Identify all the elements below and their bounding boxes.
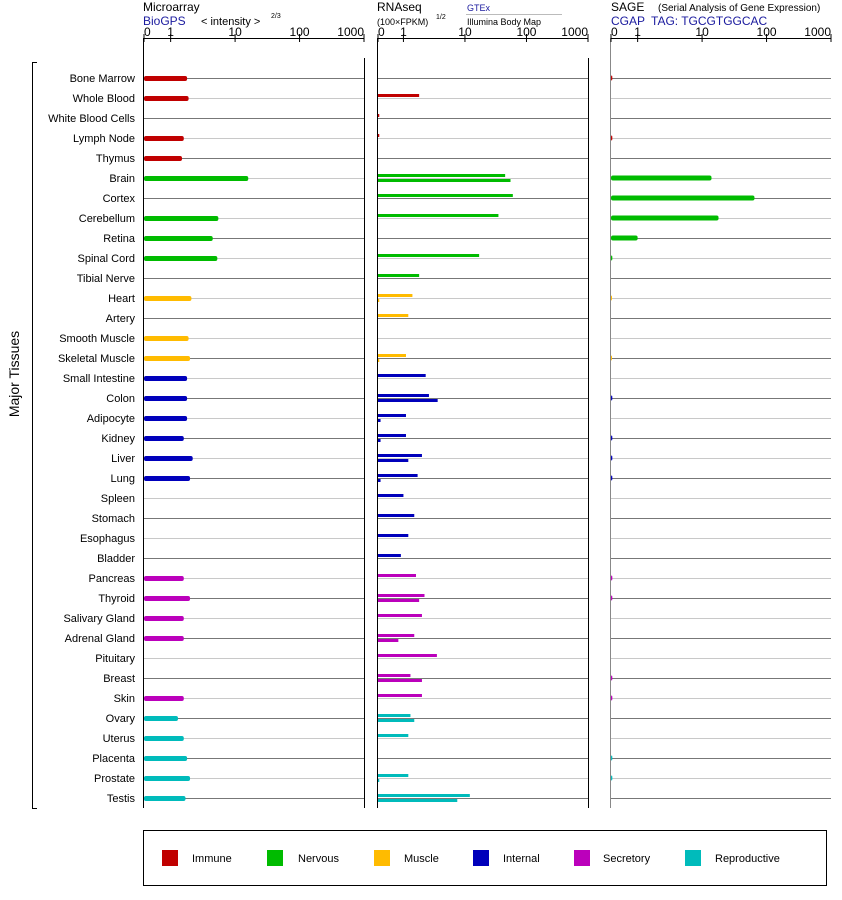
bar-rnaseq-gtex-stomach xyxy=(378,514,414,517)
legend-label-reproductive: Reproductive xyxy=(715,853,780,865)
bar-rnaseq-gtex-skin xyxy=(378,694,422,697)
tissue-label-bone-marrow: Bone Marrow xyxy=(69,73,135,85)
sage-tick-label-100: 100 xyxy=(756,25,777,39)
microarray-tick-label-10: 10 xyxy=(228,25,242,39)
rnaseq-tick-label-0: 0 xyxy=(378,25,385,39)
bar-rnaseq-gtex-cortex xyxy=(378,194,513,197)
sage-tick-label-1: 1 xyxy=(634,25,641,39)
rnaseq-unit-label: (100×FPKM) xyxy=(377,17,429,27)
legend-swatch-muscle xyxy=(374,850,390,866)
y-axis-bracket xyxy=(33,63,38,809)
tissue-label-uterus: Uterus xyxy=(102,733,135,745)
bar-rnaseq-gtex-adipocyte xyxy=(378,414,406,417)
bar-sage-thyroid xyxy=(611,596,612,601)
bar-rnaseq-gtex-small-intestine xyxy=(378,374,426,377)
bar-microarray-testis xyxy=(144,796,185,801)
bar-rnaseq-illumina-body-map-thyroid xyxy=(378,599,419,602)
bar-sage-breast xyxy=(611,676,612,681)
bar-rnaseq-illumina-body-map-brain xyxy=(378,179,511,182)
tissue-label-cortex: Cortex xyxy=(102,193,135,205)
sage-title: SAGE xyxy=(611,0,645,14)
tissue-label-kidney: Kidney xyxy=(101,433,135,445)
bar-sage-spinal-cord xyxy=(611,256,612,261)
tissue-label-salivary-gland: Salivary Gland xyxy=(63,613,135,625)
legend-label-muscle: Muscle xyxy=(404,853,439,865)
legend-label-internal: Internal xyxy=(503,853,540,865)
bar-rnaseq-illumina-body-map-testis xyxy=(378,799,457,802)
tissue-label-thyroid: Thyroid xyxy=(98,593,135,605)
microarray-tick-label-1000: 1000 xyxy=(337,25,364,39)
bar-rnaseq-gtex-tibial-nerve xyxy=(378,274,419,277)
bar-sage-colon xyxy=(611,396,612,401)
bar-sage-bone-marrow xyxy=(611,76,612,81)
rnaseq-source-gtex[interactable]: GTEx xyxy=(467,3,491,13)
bar-rnaseq-illumina-body-map-heart xyxy=(378,299,379,302)
rnaseq-tick-label-1: 1 xyxy=(400,25,407,39)
bar-sage-placenta xyxy=(611,756,612,761)
bar-microarray-retina xyxy=(144,236,213,241)
legend-label-secretory: Secretory xyxy=(603,853,651,865)
rnaseq-source-illumina[interactable]: Illumina Body Map xyxy=(467,17,542,27)
bar-sage-pancreas xyxy=(611,576,612,581)
bar-sage-cerebellum xyxy=(611,216,719,221)
sage-tick-label-0: 0 xyxy=(611,25,618,39)
tissue-label-stomach: Stomach xyxy=(91,513,135,525)
bar-microarray-smooth-muscle xyxy=(144,336,189,341)
bar-sage-heart xyxy=(611,296,612,301)
bar-microarray-heart xyxy=(144,296,191,301)
tissue-label-adrenal-gland: Adrenal Gland xyxy=(64,633,135,645)
sage-tag-label[interactable]: TAG: TGCGTGGCAC xyxy=(651,14,768,28)
tissue-label-lymph-node: Lymph Node xyxy=(73,133,135,145)
bar-microarray-lymph-node xyxy=(144,136,184,141)
gridlines xyxy=(144,79,831,799)
bar-rnaseq-illumina-body-map-skeletal-muscle xyxy=(378,359,379,362)
sage-subtitle: (Serial Analysis of Gene Expression) xyxy=(658,3,821,14)
rnaseq-title: RNAseq xyxy=(377,0,422,14)
bar-rnaseq-gtex-bladder xyxy=(378,554,401,557)
sage-tick-label-10: 10 xyxy=(695,25,709,39)
tissue-label-testis: Testis xyxy=(106,793,135,805)
bar-microarray-kidney xyxy=(144,436,184,441)
tissue-label-small-intestine: Small Intestine xyxy=(62,373,135,385)
bar-microarray-pancreas xyxy=(144,576,184,581)
bar-rnaseq-gtex-heart xyxy=(378,294,412,297)
bar-rnaseq-illumina-body-map-adrenal-gland xyxy=(378,639,398,642)
tissue-label-white-blood-cells: White Blood Cells xyxy=(48,113,135,125)
bar-rnaseq-gtex-adrenal-gland xyxy=(378,634,414,637)
bar-microarray-ovary xyxy=(144,716,178,721)
bar-rnaseq-gtex-lymph-node xyxy=(378,134,379,137)
microarray-title: Microarray xyxy=(143,0,200,14)
bar-rnaseq-gtex-whole-blood xyxy=(378,94,419,97)
tissue-label-liver: Liver xyxy=(111,453,135,465)
bar-rnaseq-gtex-salivary-gland xyxy=(378,614,422,617)
bar-microarray-prostate xyxy=(144,776,190,781)
bar-rnaseq-illumina-body-map-colon xyxy=(378,399,438,402)
legend-swatch-reproductive xyxy=(685,850,701,866)
sage-tick-label-1000: 1000 xyxy=(804,25,831,39)
bar-microarray-liver xyxy=(144,456,193,461)
bar-microarray-thyroid xyxy=(144,596,190,601)
legend-swatch-secretory xyxy=(574,850,590,866)
tissue-label-placenta: Placenta xyxy=(92,753,135,765)
bar-microarray-whole-blood xyxy=(144,96,189,101)
bar-sage-brain xyxy=(611,176,712,181)
tissue-label-cerebellum: Cerebellum xyxy=(78,213,135,225)
tissue-labels xyxy=(48,73,136,805)
tissue-label-pituitary: Pituitary xyxy=(95,653,135,665)
bar-sage-skin xyxy=(611,696,612,701)
bar-rnaseq-illumina-body-map-kidney xyxy=(378,439,381,442)
tissue-label-skin: Skin xyxy=(113,693,135,705)
bar-microarray-skeletal-muscle xyxy=(144,356,190,361)
tissue-label-adipocyte: Adipocyte xyxy=(86,413,135,425)
tissue-label-tibial-nerve: Tibial Nerve xyxy=(76,273,135,285)
tissue-label-thymus: Thymus xyxy=(95,153,135,165)
microarray-tick-label-0: 0 xyxy=(144,25,151,39)
bar-microarray-adrenal-gland xyxy=(144,636,184,641)
bar-rnaseq-gtex-spinal-cord xyxy=(378,254,479,257)
legend-swatch-internal xyxy=(473,850,489,866)
bar-rnaseq-gtex-lung xyxy=(378,474,418,477)
bar-rnaseq-gtex-colon xyxy=(378,394,429,397)
bar-rnaseq-gtex-liver xyxy=(378,454,422,457)
bar-rnaseq-gtex-skeletal-muscle xyxy=(378,354,406,357)
legend xyxy=(144,831,827,886)
tissue-label-heart: Heart xyxy=(108,293,135,305)
tissue-label-spinal-cord: Spinal Cord xyxy=(77,253,135,265)
tissue-label-spleen: Spleen xyxy=(100,493,135,505)
tissue-label-artery: Artery xyxy=(105,313,135,325)
tissue-label-brain: Brain xyxy=(109,173,135,185)
tissue-label-skeletal-muscle: Skeletal Muscle xyxy=(57,353,135,365)
bar-rnaseq-gtex-artery xyxy=(378,314,408,317)
microarray-tick-label-1: 1 xyxy=(167,25,174,39)
rnaseq-tick-label-1000: 1000 xyxy=(561,25,588,39)
bar-rnaseq-gtex-esophagus xyxy=(378,534,408,537)
bar-sage-cortex xyxy=(611,196,754,201)
bar-microarray-salivary-gland xyxy=(144,616,184,621)
tissue-label-ovary: Ovary xyxy=(105,713,135,725)
bar-microarray-skin xyxy=(144,696,184,701)
bar-rnaseq-illumina-body-map-breast xyxy=(378,679,422,682)
bar-rnaseq-gtex-white-blood-cells xyxy=(378,114,379,117)
bar-rnaseq-gtex-spleen xyxy=(378,494,403,497)
microarray-unit-label: < intensity > xyxy=(201,16,261,28)
microarray-tick-label-100: 100 xyxy=(289,25,310,39)
bar-rnaseq-illumina-body-map-prostate xyxy=(378,779,379,782)
legend-label-immune: Immune xyxy=(192,853,232,865)
bar-rnaseq-gtex-kidney xyxy=(378,434,406,437)
bar-rnaseq-gtex-pancreas xyxy=(378,574,416,577)
bar-rnaseq-gtex-prostate xyxy=(378,774,408,777)
bar-microarray-cerebellum xyxy=(144,216,218,221)
bar-sage-prostate xyxy=(611,776,612,781)
tissue-label-colon: Colon xyxy=(106,393,135,405)
bar-sage-lymph-node xyxy=(611,136,612,141)
tissue-label-smooth-muscle: Smooth Muscle xyxy=(59,333,135,345)
bar-rnaseq-illumina-body-map-adipocyte xyxy=(378,419,381,422)
panel-headers xyxy=(143,0,820,28)
bar-rnaseq-gtex-pituitary xyxy=(378,654,437,657)
tissue-label-whole-blood: Whole Blood xyxy=(72,93,135,105)
bar-sage-lung xyxy=(611,476,612,481)
bar-rnaseq-illumina-body-map-liver xyxy=(378,459,408,462)
bar-rnaseq-illumina-body-map-ovary xyxy=(378,719,414,722)
tissue-label-retina: Retina xyxy=(103,233,135,245)
bar-rnaseq-gtex-ovary xyxy=(378,714,410,717)
bar-microarray-thymus xyxy=(144,156,182,161)
rnaseq-tick-label-100: 100 xyxy=(516,25,537,39)
tissue-label-bladder: Bladder xyxy=(97,553,135,565)
bar-rnaseq-gtex-brain xyxy=(378,174,505,177)
bar-rnaseq-illumina-body-map-lung xyxy=(378,479,381,482)
bar-microarray-colon xyxy=(144,396,187,401)
y-axis xyxy=(6,331,22,417)
bar-rnaseq-gtex-cerebellum xyxy=(378,214,498,217)
bar-microarray-bone-marrow xyxy=(144,76,187,81)
tissue-label-prostate: Prostate xyxy=(94,773,135,785)
bar-microarray-lung xyxy=(144,476,190,481)
bar-sage-skeletal-muscle xyxy=(611,356,612,361)
rnaseq-unit-exponent: 1/2 xyxy=(436,14,446,21)
tissue-label-lung: Lung xyxy=(110,473,135,485)
bar-rnaseq-gtex-uterus xyxy=(378,734,408,737)
bar-microarray-small-intestine xyxy=(144,376,187,381)
bar-microarray-spinal-cord xyxy=(144,256,217,261)
microarray-source-link[interactable]: BioGPS xyxy=(143,14,186,28)
bar-microarray-adipocyte xyxy=(144,416,187,421)
tissue-label-esophagus: Esophagus xyxy=(79,533,135,545)
y-axis-label: Major Tissues xyxy=(6,330,22,418)
sage-source-link[interactable]: CGAP xyxy=(611,14,646,28)
bar-sage-retina xyxy=(611,236,638,241)
bar-microarray-uterus xyxy=(144,736,184,741)
tissue-label-pancreas: Pancreas xyxy=(88,573,135,585)
tissue-label-breast: Breast xyxy=(103,673,135,685)
bar-rnaseq-gtex-testis xyxy=(378,794,470,797)
bar-sage-liver xyxy=(611,456,612,461)
bar-microarray-placenta xyxy=(144,756,187,761)
bar-microarray-brain xyxy=(144,176,248,181)
bar-rnaseq-gtex-breast xyxy=(378,674,410,677)
rnaseq-tick-label-10: 10 xyxy=(458,25,472,39)
legend-swatch-nervous xyxy=(267,850,283,866)
bar-rnaseq-gtex-thyroid xyxy=(378,594,424,597)
microarray-unit-exponent: 2/3 xyxy=(271,13,281,20)
bar-sage-kidney xyxy=(611,436,612,441)
legend-swatch-immune xyxy=(162,850,178,866)
legend-label-nervous: Nervous xyxy=(298,853,339,865)
